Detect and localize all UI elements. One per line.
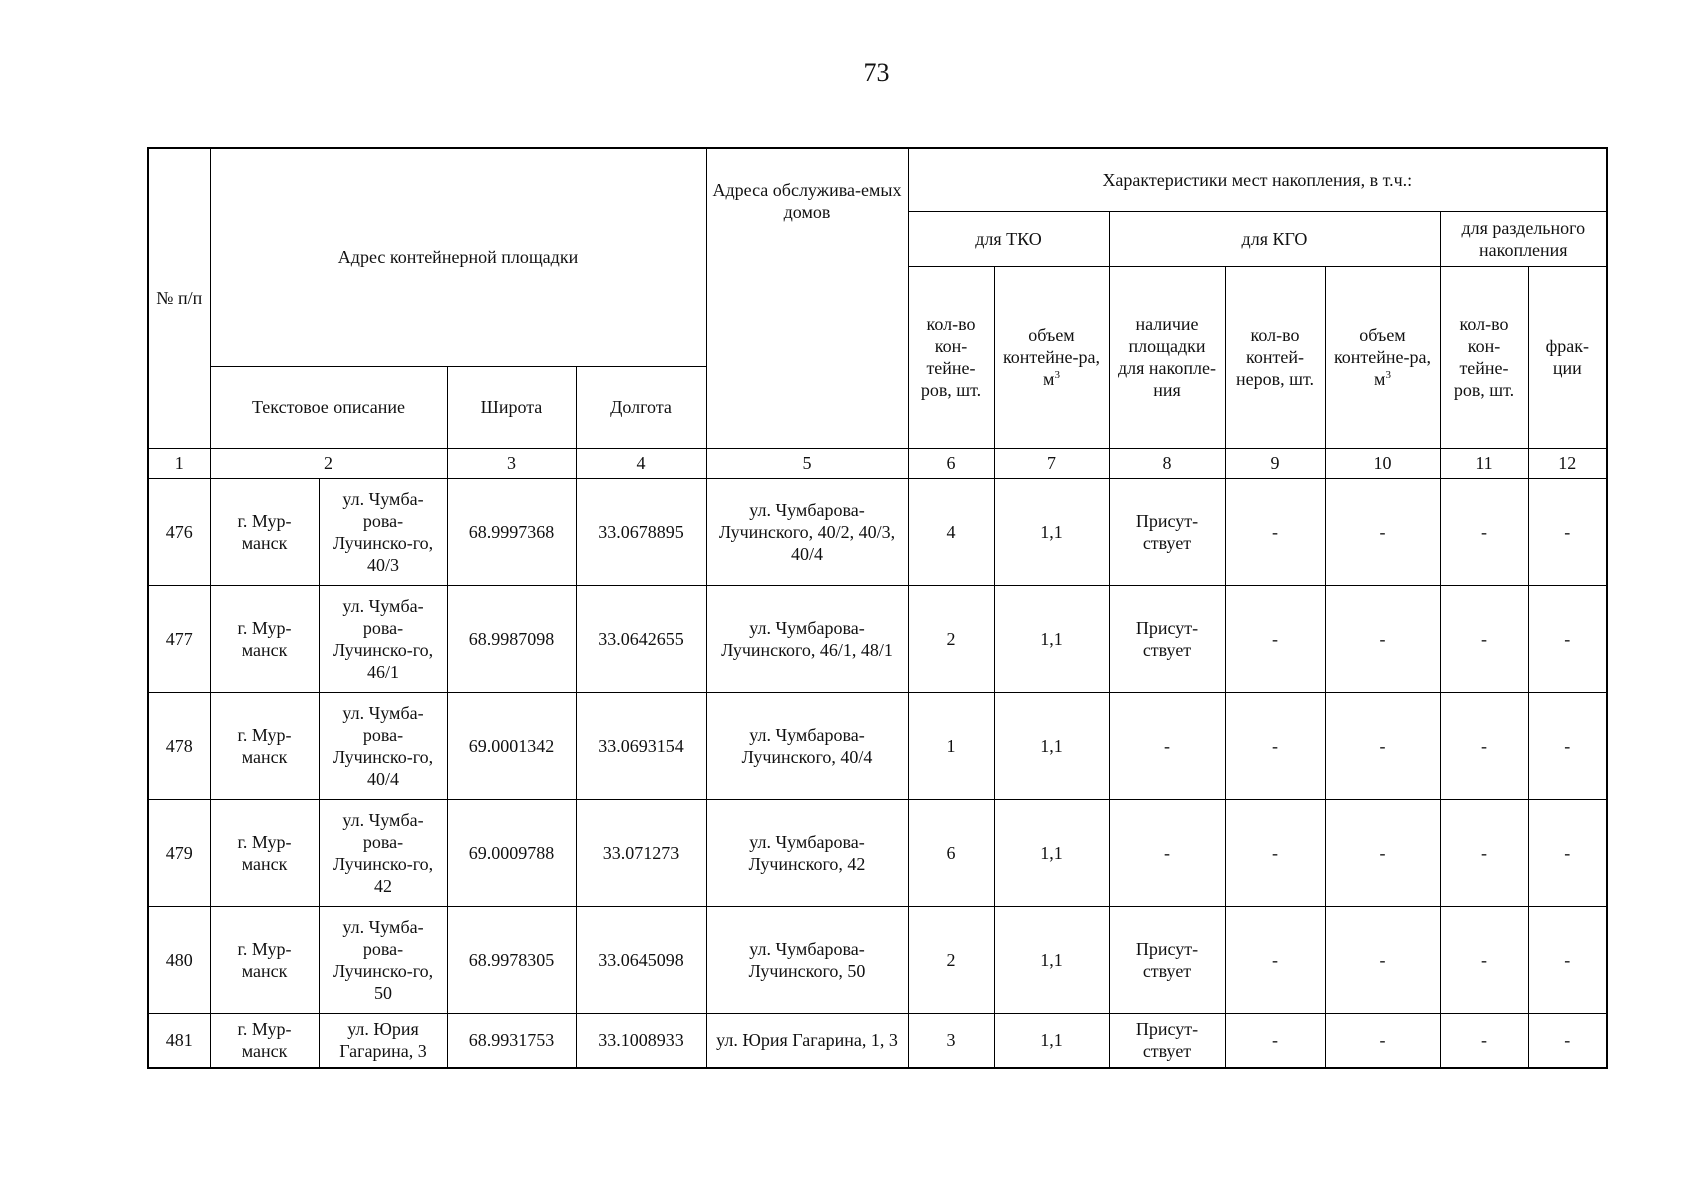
cell-sep-fractions: -: [1528, 906, 1607, 1013]
header-sep-count: кол-во кон-тейне-ров, шт.: [1440, 266, 1528, 448]
cell-num: 479: [148, 799, 210, 906]
cell-houses: ул. Чумбарова-Лучинского, 40/4: [706, 692, 908, 799]
header-num: № п/п: [148, 148, 210, 448]
header-kgo-count: кол-во контей-неров, шт.: [1225, 266, 1325, 448]
cell-kgo-site: -: [1109, 692, 1225, 799]
cell-kgo-count: -: [1225, 585, 1325, 692]
cell-tko-volume: 1,1: [994, 1013, 1109, 1068]
cell-houses: ул. Чумбарова-Лучинского, 42: [706, 799, 908, 906]
cell-tko-count: 1: [908, 692, 994, 799]
cell-kgo-volume: -: [1325, 692, 1440, 799]
cell-kgo-site: Присут-ствует: [1109, 1013, 1225, 1068]
cell-sep-fractions: -: [1528, 799, 1607, 906]
cell-kgo-count: -: [1225, 906, 1325, 1013]
header-address-group: Адрес контейнерной площадки: [210, 148, 706, 366]
cell-longitude: 33.0693154: [576, 692, 706, 799]
cell-tko-volume: 1,1: [994, 799, 1109, 906]
container-sites-table: [147, 147, 1608, 1069]
cell-tko-count: 2: [908, 906, 994, 1013]
cell-tko-volume: 1,1: [994, 692, 1109, 799]
cell-city: г. Мур-манск: [210, 692, 319, 799]
table-row: [148, 799, 1607, 906]
header-tko-group: для ТКО: [908, 211, 1109, 266]
cell-num: 478: [148, 692, 210, 799]
cell-street: ул. Чумба-рова-Лучинско-го, 42: [319, 799, 447, 906]
cell-kgo-volume: -: [1325, 906, 1440, 1013]
table-row: [148, 692, 1607, 799]
col-num-1: 1: [148, 448, 210, 478]
cell-tko-count: 6: [908, 799, 994, 906]
cell-longitude: 33.071273: [576, 799, 706, 906]
col-num-10: 10: [1325, 448, 1440, 478]
cell-sep-count: -: [1440, 585, 1528, 692]
cell-street: ул. Чумба-рова-Лучинско-го, 50: [319, 906, 447, 1013]
cell-sep-fractions: -: [1528, 692, 1607, 799]
header-longitude: Долгота: [576, 366, 706, 448]
header-sep-group: для раздельного накопления: [1440, 211, 1607, 266]
cell-num: 480: [148, 906, 210, 1013]
cell-latitude: 68.9997368: [447, 478, 576, 585]
table-row: [148, 1013, 1607, 1068]
cell-kgo-volume: -: [1325, 585, 1440, 692]
col-num-11: 11: [1440, 448, 1528, 478]
table-row: [148, 585, 1607, 692]
cell-sep-count: -: [1440, 799, 1528, 906]
cell-longitude: 33.0645098: [576, 906, 706, 1013]
cell-kgo-volume: -: [1325, 799, 1440, 906]
cell-num: 481: [148, 1013, 210, 1068]
col-num-9: 9: [1225, 448, 1325, 478]
cell-street: ул. Чумба-рова-Лучинско-го, 40/4: [319, 692, 447, 799]
cell-kgo-count: -: [1225, 478, 1325, 585]
cell-sep-fractions: -: [1528, 585, 1607, 692]
header-tko-count: кол-во кон-тейне-ров, шт.: [908, 266, 994, 448]
header-kgo-group: для КГО: [1109, 211, 1440, 266]
cell-houses: ул. Чумбарова-Лучинского, 40/2, 40/3, 40/4: [706, 478, 908, 585]
cell-kgo-volume: -: [1325, 1013, 1440, 1068]
col-num-12: 12: [1528, 448, 1607, 478]
header-latitude: Широта: [447, 366, 576, 448]
cell-latitude: 68.9931753: [447, 1013, 576, 1068]
cell-city: г. Мур-манск: [210, 799, 319, 906]
cell-sep-count: -: [1440, 478, 1528, 585]
cell-city: г. Мур-манск: [210, 478, 319, 585]
cell-longitude: 33.0678895: [576, 478, 706, 585]
cell-longitude: 33.0642655: [576, 585, 706, 692]
cell-street: ул. Чумба-рова-Лучинско-го, 40/3: [319, 478, 447, 585]
cell-latitude: 68.9987098: [447, 585, 576, 692]
cell-num: 477: [148, 585, 210, 692]
cell-street: ул. Юрия Гагарина, 3: [319, 1013, 447, 1068]
cell-tko-volume: 1,1: [994, 478, 1109, 585]
cell-kgo-count: -: [1225, 1013, 1325, 1068]
cell-houses: ул. Чумбарова-Лучинского, 46/1, 48/1: [706, 585, 908, 692]
cell-kgo-site: Присут-ствует: [1109, 478, 1225, 585]
header-characteristics: Характеристики мест накопления, в т.ч.:: [908, 148, 1607, 211]
col-num-8: 8: [1109, 448, 1225, 478]
cell-kgo-site: Присут-ствует: [1109, 906, 1225, 1013]
cell-tko-volume: 1,1: [994, 585, 1109, 692]
cell-kgo-site: -: [1109, 799, 1225, 906]
column-number-row: [148, 448, 1607, 478]
cell-tko-count: 3: [908, 1013, 994, 1068]
header-kgo-site: наличие площадки для накопле-ния: [1109, 266, 1225, 448]
cell-kgo-count: -: [1225, 799, 1325, 906]
cell-tko-count: 2: [908, 585, 994, 692]
cell-street: ул. Чумба-рова-Лучинско-го, 46/1: [319, 585, 447, 692]
col-num-6: 6: [908, 448, 994, 478]
header-text-desc: Текстовое описание: [210, 366, 447, 448]
cell-sep-count: -: [1440, 906, 1528, 1013]
header-kgo-volume: объем контейне-ра, $м^3$: [1325, 266, 1440, 448]
table-row: [148, 906, 1607, 1013]
cell-latitude: 68.9978305: [447, 906, 576, 1013]
cell-kgo-count: -: [1225, 692, 1325, 799]
col-num-2: 2: [210, 448, 447, 478]
cell-kgo-volume: -: [1325, 478, 1440, 585]
cell-kgo-site: Присут-ствует: [1109, 585, 1225, 692]
col-num-3: 3: [447, 448, 576, 478]
cell-city: г. Мур-манск: [210, 585, 319, 692]
cell-latitude: 69.0001342: [447, 692, 576, 799]
cell-longitude: 33.1008933: [576, 1013, 706, 1068]
cell-houses: ул. Юрия Гагарина, 1, 3: [706, 1013, 908, 1068]
cell-num: 476: [148, 478, 210, 585]
cell-city: г. Мур-манск: [210, 906, 319, 1013]
col-num-7: 7: [994, 448, 1109, 478]
cell-sep-count: -: [1440, 692, 1528, 799]
cell-houses: ул. Чумбарова-Лучинского, 50: [706, 906, 908, 1013]
page-number: 73: [863, 58, 890, 87]
cell-tko-volume: 1,1: [994, 906, 1109, 1013]
cell-city: г. Мур-манск: [210, 1013, 319, 1068]
header-sep-fractions: фрак-ции: [1528, 266, 1607, 448]
cell-sep-fractions: -: [1528, 1013, 1607, 1068]
cell-sep-count: -: [1440, 1013, 1528, 1068]
col-num-4: 4: [576, 448, 706, 478]
cell-tko-count: 4: [908, 478, 994, 585]
cell-latitude: 69.0009788: [447, 799, 576, 906]
cell-sep-fractions: -: [1528, 478, 1607, 585]
header-served-houses: Адреса обслужива-емых домов: [706, 148, 908, 448]
table-row: [148, 478, 1607, 585]
header-tko-volume: объем контейне-ра, $м^3$: [994, 266, 1109, 448]
col-num-5: 5: [706, 448, 908, 478]
